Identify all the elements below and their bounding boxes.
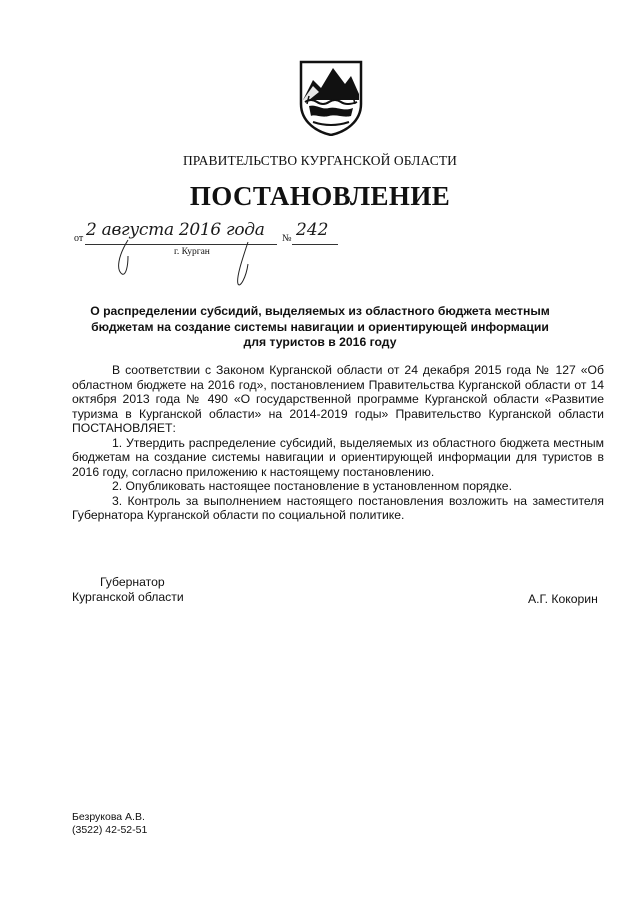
executor-name: Безрукова А.В. <box>72 811 145 823</box>
executor-phone: (3522) 42-52-51 <box>72 824 148 836</box>
item-3-paragraph: 3. Контроль за выполнением настоящего постановления возложить на заместителя Губернатора Курганской области по социальной политике. <box>72 493 604 522</box>
item-1-paragraph: 1. Утвердить распределение субсидий, выделяемых из областного бюджета местным бюджетам на создание системы навигации и ориентирующей информации для туристов в 2016 году, согласно приложению к настоящему постановлению. <box>72 435 604 479</box>
preamble-paragraph: В соответствии с Законом Курганской области от 24 декабря 2015 года № 127 «Об областном бюджете на 2016 год», постановлением Правительства Курганской области от 14 октября 2013 года № 490 «О государственной программе Курганской области «Развитие туризма в Курганской области» на 2014-2019 годы» Правительство Курганской области ПОСТАНОВЛЯЕТ: <box>72 363 604 435</box>
document-heading: О распределении субсидий, выделяемых из областного бюджета местным бюджетам на создание системы навигации и ориентирующей информации для туристов в 2016 году <box>90 304 550 349</box>
signer-position <box>72 575 184 605</box>
number-prefix: № <box>282 233 292 244</box>
signer-position-line2: Курганской области <box>72 590 184 604</box>
city: г. Курган <box>174 247 210 257</box>
executor-footer <box>72 811 147 837</box>
government-name: ПРАВИТЕЛЬСТВО КУРГАНСКОЙ ОБЛАСТИ <box>182 153 458 168</box>
coat-of-arms-icon <box>299 60 363 136</box>
handwritten-number: 242 <box>296 220 329 240</box>
item-2-paragraph: 2. Опубликовать настоящее постановление в установленном порядке. <box>112 479 512 493</box>
document-body <box>72 363 604 523</box>
handwriting-strokes-icon <box>110 238 270 288</box>
signer-position-line1: Губернатор <box>100 575 165 589</box>
number-underline <box>292 244 338 245</box>
signer-name: А.Г. Кокорин <box>528 592 598 606</box>
document-type-title: ПОСТАНОВЛЕНИЕ <box>189 181 451 211</box>
date-prefix: от <box>74 233 84 244</box>
handwritten-date: 2 августа 2016 года <box>86 220 265 240</box>
